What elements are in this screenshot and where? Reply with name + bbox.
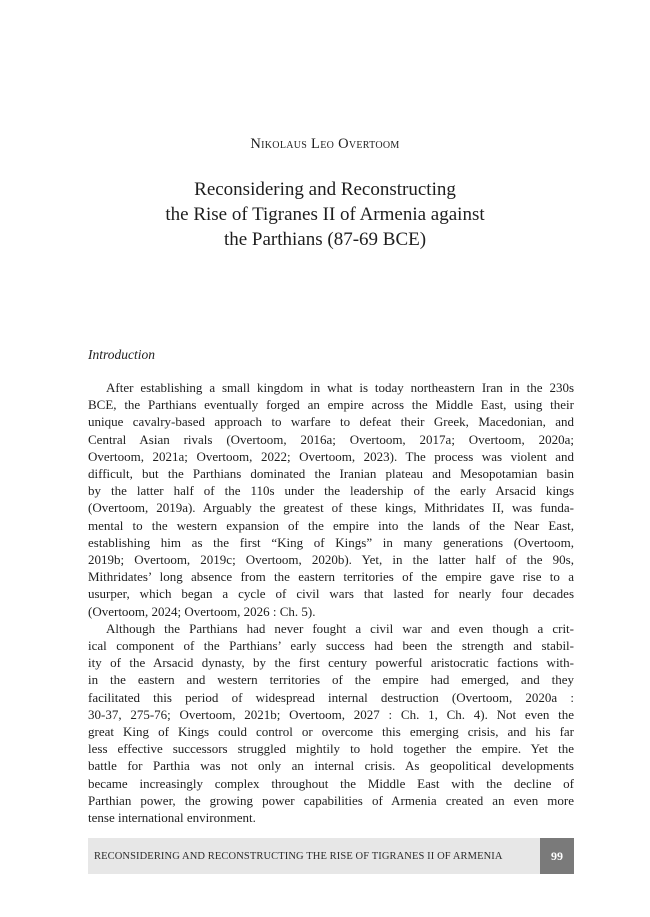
text-line: usurper, which began a cycle of civil wars that lasted for nearly four decades [88,586,574,602]
text-line: ical component of the Parthians’ early success had been the strength and stabil- [88,638,574,654]
section-heading: Introduction [88,347,155,362]
author-name: Nikolaus Leo Overtoom [250,136,400,152]
text-line: mental to the western expansion of the empire into the lands of the Near East, [88,517,574,533]
text-line: Central Asian rivals (Overtoom, 2016a; Overtoom, 2017a; Overtoom, 2020a; [88,431,574,447]
title-line: Reconsidering and Reconstructing [194,179,456,200]
paragraph-1 [88,379,574,620]
text-line: became increasingly complex throughout the Middle East with the decline of [88,775,574,791]
text-line: battle for Parthia was not only an internal crisis. As geopolitical developments [88,758,574,774]
text-line: facilitated this period of widespread internal destruction (Overtoom, 2020a : [88,689,574,705]
text-line: Although the Parthians had never fought a civil war and even though a crit- [106,620,574,636]
text-line: difficult, but the Parthians dominated the Iranian plateau and Mesopotamian basin [88,466,574,482]
text-line: After establishing a small kingdom in what is today northeastern Iran in the 230s [106,380,574,395]
text-line: tense international environment. [88,810,256,826]
text-line: ity of the Arsacid dynasty, by the first century powerful aristocratic factions with- [88,655,574,671]
title-line: the Parthians (87-69 BCE) [223,229,427,250]
text-line: by the latter half of the 110s under the leadership of the early Arsacid kings [88,483,574,499]
text-line: 30-37, 275-76; Overtoom, 2021b; Overtoom, 2027 : Ch. 1, Ch. 4). Not even the [88,706,574,722]
text-line: establishing him as the first “King of Kings” in many generations (Overtoom, [88,534,574,550]
text-line: in the eastern and western territories of the empire had emerged, and they [88,672,574,688]
text-line: (Overtoom, 2019a). Arguably the greatest of these kings, Mithridates II, was funda- [88,500,574,516]
body-text [88,379,574,826]
text-line: 2019b; Overtoom, 2019c; Overtoom, 2020b). Yet, in the latter half of the 90s, [88,552,574,568]
article-title [0,177,650,252]
page-number: 99 [540,838,574,874]
text-line: great King of Kings could control or overcome this emerging crisis, and his far [88,724,574,740]
running-footer [88,838,574,874]
running-title: RECONSIDERING AND RECONSTRUCTING THE RISE OF TIGRANES II OF ARMENIA [94,850,503,862]
text-line: Parthian power, the growing power capabilities of Armenia created an even more [88,792,574,808]
title-line: the Rise of Tigranes II of Armenia against [165,204,485,225]
text-line: Mithridates’ long absence from the eastern territories of the empire gave rise to a [88,569,574,585]
text-line: BCE, the Parthians eventually forged an empire across the Middle East, using their [88,397,574,413]
text-line: unique cavalry-based approach to warfare to defeat their Greek, Macedonian, and [88,414,574,430]
text-line: less effective successors struggled mightily to hold together the empire. Yet the [88,741,574,757]
text-line: (Overtoom, 2024; Overtoom, 2026 : Ch. 5). [88,603,316,619]
paragraph-2 [88,620,574,826]
text-line: Overtoom, 2021a; Overtoom, 2022; Overtoom, 2023). The process was violent and [88,448,574,464]
